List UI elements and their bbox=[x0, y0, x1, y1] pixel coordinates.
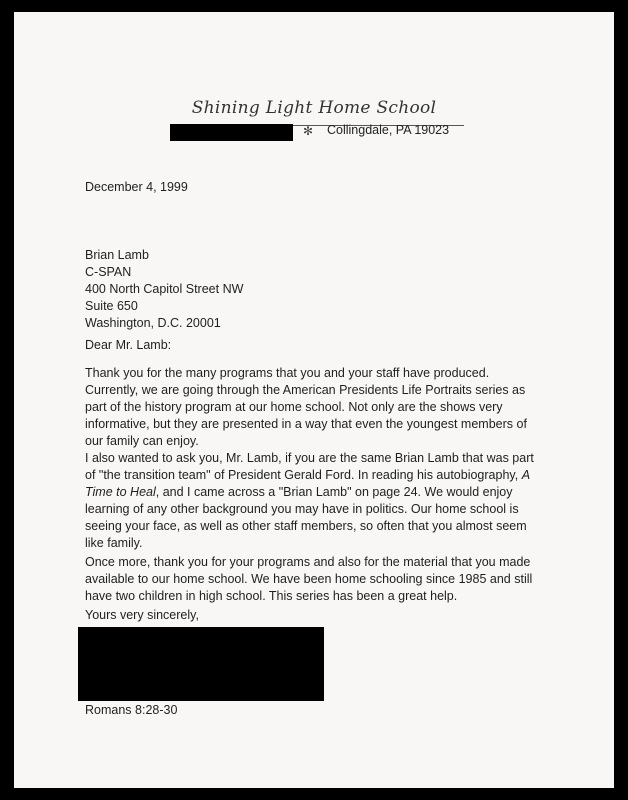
salutation: Dear Mr. Lamb: bbox=[85, 338, 172, 352]
paragraph-line: our family can enjoy. bbox=[85, 434, 199, 448]
book-title-part: Time to Heal bbox=[85, 485, 156, 499]
paragraph-line: have two children in high school. This series has been a great help. bbox=[85, 589, 458, 603]
letterhead-locale: Collingdale, PA 19023 bbox=[327, 123, 450, 137]
book-title-part: A bbox=[521, 468, 531, 482]
redacted-signature bbox=[78, 627, 324, 701]
paragraph-line: informative, but they are presented in a way that even the youngest members of bbox=[85, 417, 527, 431]
paragraph-2 bbox=[85, 450, 545, 552]
paragraph-line: Currently, we are going through the American Presidents Life Portraits series as bbox=[85, 383, 526, 397]
paragraph-line: Once more, thank you for your programs and also for the material that you made bbox=[85, 555, 531, 569]
paragraph-line: part of the history program at our home school. Not only are the shows very bbox=[85, 400, 503, 414]
redacted-street-address bbox=[170, 124, 293, 141]
paragraph-line: like family. bbox=[85, 536, 143, 550]
paragraph-line: seeing your face, as well as other staff members, so often that you almost seem bbox=[85, 519, 527, 533]
closing: Yours very sincerely, bbox=[85, 608, 199, 622]
signoff-verse: Romans 8:28-30 bbox=[85, 703, 178, 717]
recipient-suite: Suite 650 bbox=[85, 299, 138, 313]
paragraph-3 bbox=[85, 554, 545, 605]
paragraph-text: of "the transition team" of President Gerald Ford. In reading his autobiography, bbox=[85, 468, 519, 482]
paragraph-text: , and I came across a "Brian Lamb" on page 24. We would enjoy bbox=[155, 485, 513, 499]
recipient-street: 400 North Capitol Street NW bbox=[85, 282, 244, 296]
recipient-name: Brian Lamb bbox=[85, 248, 149, 262]
letter-date: December 4, 1999 bbox=[85, 180, 188, 194]
paragraph-line: learning of any other background you may have in politics. Our home school is bbox=[85, 502, 519, 516]
paragraph-line bbox=[85, 467, 545, 484]
recipient-org: C-SPAN bbox=[85, 265, 132, 279]
recipient-address-block bbox=[85, 247, 243, 332]
paragraph-line: Thank you for the many programs that you and your staff have produced. bbox=[85, 366, 490, 380]
letter-page bbox=[14, 12, 614, 788]
separator-asterisk-icon: ✻ bbox=[303, 124, 314, 138]
paragraph-line: I also wanted to ask you, Mr. Lamb, if you are the same Brian Lamb that was part bbox=[85, 451, 534, 465]
paragraph-line bbox=[85, 484, 545, 501]
paragraph-line: available to our home school. We have been home schooling since 1985 and still bbox=[85, 572, 533, 586]
letterhead-title: Shining Light Home School bbox=[191, 98, 437, 118]
paragraph-1 bbox=[85, 365, 545, 450]
recipient-city: Washington, D.C. 20001 bbox=[85, 316, 221, 330]
